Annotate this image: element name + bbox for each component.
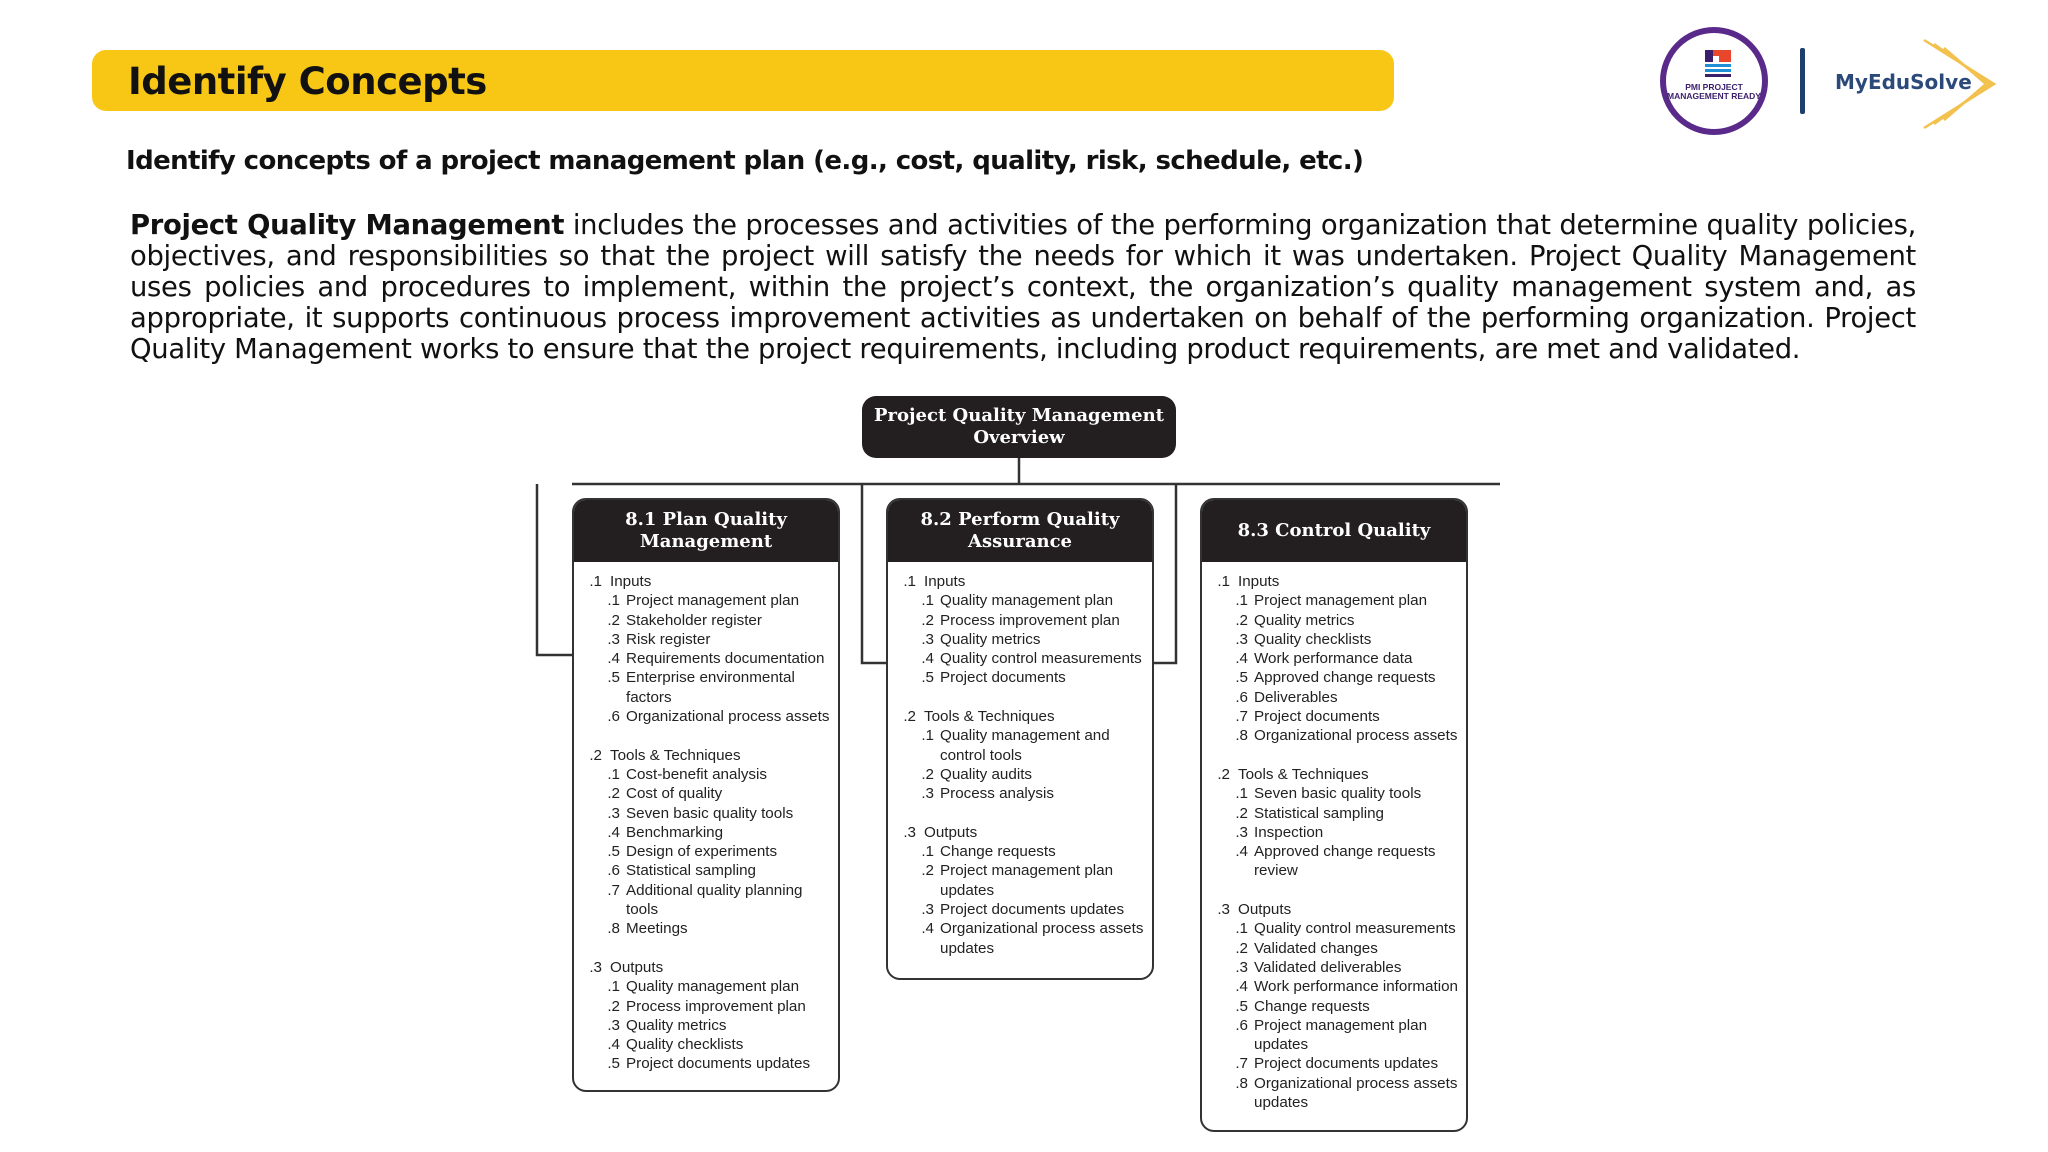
list-item	[894, 765, 1146, 784]
section-number: .2	[589, 746, 602, 764]
item-number: .5	[1235, 997, 1248, 1015]
item-text: Project management plan updates	[1254, 1016, 1428, 1054]
item-number: .4	[607, 823, 620, 841]
process-section	[1208, 765, 1460, 881]
item-number: .4	[1235, 978, 1248, 996]
list-item	[894, 630, 1146, 649]
list-item	[1208, 958, 1460, 977]
item-text: Change requests	[1254, 997, 1370, 1015]
section-number: .2	[1217, 765, 1230, 783]
item-number: .5	[607, 843, 620, 861]
paragraph-text: includes the processes and activities of the performing organization that determine quality policies, objectives, and responsibilities so that the project will satisfy the needs for which it was undertaken. Project Quality Management uses policies and procedures to implement, within the project’s context, the organization’s quality management system and, as appropriate, it supports continuous process improvement activities as undertaken on behalf of the performing organization. Project Quality Management works to ensure that the project requirements, including product requirements, are met and validated.	[130, 210, 1916, 365]
list-item	[1208, 726, 1460, 745]
process-box-plan-quality	[572, 498, 840, 1092]
section-label: Inputs	[924, 573, 966, 590]
process-box-control-quality	[1200, 498, 1468, 1132]
list-item	[580, 649, 832, 668]
item-number: .1	[921, 843, 934, 861]
process-title: 8.3 Control Quality	[1202, 500, 1466, 562]
item-number: .4	[1235, 650, 1248, 668]
item-text: Statistical sampling	[1254, 804, 1384, 822]
item-text: Design of experiments	[626, 843, 778, 861]
process-section	[894, 707, 1146, 803]
section-label: Outputs	[1238, 901, 1292, 919]
list-item	[580, 611, 832, 630]
list-item	[580, 591, 832, 610]
item-number: .3	[607, 804, 620, 822]
list-item	[580, 977, 832, 996]
list-item	[1208, 1016, 1460, 1055]
item-text: Quality checklists	[1254, 630, 1372, 648]
section-heading	[1208, 765, 1460, 784]
process-section	[1208, 900, 1460, 1112]
list-item	[894, 726, 1146, 765]
item-number: .7	[1235, 708, 1248, 726]
section-label: Outputs	[610, 958, 664, 976]
section-heading	[894, 707, 1146, 726]
section-label: Outputs	[924, 823, 978, 841]
list-item	[1208, 919, 1460, 938]
list-item	[1208, 784, 1460, 803]
process-title: 8.1 Plan Quality Management	[574, 500, 838, 562]
section-number: .2	[903, 708, 916, 726]
item-text: Statistical sampling	[626, 862, 756, 880]
item-text: Risk register	[626, 630, 711, 648]
item-text: Enterprise environmental factors	[626, 669, 795, 706]
list-item	[580, 765, 832, 784]
list-item	[580, 861, 832, 880]
item-number: .1	[1235, 920, 1248, 938]
list-item	[894, 591, 1146, 610]
list-item	[1208, 688, 1460, 707]
section-heading	[1208, 572, 1460, 591]
item-number: .3	[921, 785, 934, 803]
section-number: .3	[1217, 901, 1230, 919]
list-item	[580, 804, 832, 823]
process-section	[894, 823, 1146, 958]
item-number: .5	[1235, 669, 1248, 687]
process-section	[894, 572, 1146, 688]
item-number: .7	[607, 881, 620, 899]
section-heading	[894, 823, 1146, 842]
list-item	[1208, 1074, 1460, 1113]
item-number: .3	[607, 1016, 620, 1034]
item-number: .2	[607, 997, 620, 1015]
item-number: .2	[921, 765, 934, 783]
item-text: Project documents updates	[940, 901, 1125, 919]
item-text: Quality management plan	[626, 978, 800, 996]
pmi-logo-text: PMI PROJECT MANAGEMENT READY	[1667, 82, 1761, 101]
item-number: .1	[921, 727, 934, 745]
item-number: .5	[607, 669, 620, 687]
list-item	[580, 784, 832, 803]
item-number: .1	[921, 592, 934, 610]
item-number: .8	[607, 920, 620, 938]
item-number: .6	[607, 862, 620, 880]
overview-box: Project Quality Management Overview	[862, 396, 1176, 458]
section-label: Tools & Techniques	[1238, 765, 1369, 783]
item-text: Process improvement plan	[626, 997, 806, 1015]
list-item	[894, 784, 1146, 803]
list-item	[894, 842, 1146, 861]
item-number: .1	[607, 978, 620, 996]
list-item	[580, 1054, 832, 1073]
item-text: Process analysis	[940, 785, 1054, 803]
process-section	[1208, 572, 1460, 746]
section-heading	[580, 746, 832, 765]
item-number: .1	[1235, 785, 1248, 803]
list-item	[1208, 997, 1460, 1016]
item-number: .3	[921, 901, 934, 919]
item-text: Seven basic quality tools	[626, 804, 794, 822]
brand-name: MyEduSolve	[1835, 70, 1972, 94]
item-text: Validated deliverables	[1254, 958, 1402, 976]
list-item	[894, 649, 1146, 668]
list-item	[894, 919, 1146, 958]
item-text: Project documents updates	[626, 1055, 811, 1073]
item-number: .2	[607, 785, 620, 803]
process-body	[574, 562, 838, 1080]
section-number: .3	[589, 958, 602, 976]
item-text: Quality audits	[940, 765, 1033, 783]
item-text: Work performance data	[1254, 650, 1413, 668]
list-item	[1208, 804, 1460, 823]
list-item	[580, 1035, 832, 1054]
process-body	[1202, 562, 1466, 1118]
item-number: .8	[1235, 727, 1248, 745]
section-label: Inputs	[1238, 573, 1280, 590]
process-body	[888, 562, 1152, 964]
item-number: .2	[921, 862, 934, 880]
item-text: Requirements documentation	[626, 650, 825, 668]
section-subtitle: Identify concepts of a project management plan (e.g., cost, quality, risk, schedule, etc.)	[126, 146, 1364, 176]
list-item	[580, 919, 832, 938]
process-section	[580, 746, 832, 939]
item-number: .2	[1235, 611, 1248, 629]
paragraph-term: Project Quality Management	[130, 210, 565, 241]
item-text: Quality management plan	[940, 592, 1114, 610]
process-section	[580, 958, 832, 1074]
section-number: .1	[1217, 573, 1230, 590]
list-item	[1208, 591, 1460, 610]
item-text: Change requests	[940, 843, 1056, 861]
list-item	[1208, 668, 1460, 687]
item-number: .4	[921, 920, 934, 938]
list-item	[1208, 611, 1460, 630]
list-item	[580, 707, 832, 726]
item-number: .4	[1235, 843, 1248, 861]
section-heading	[580, 958, 832, 977]
section-number: .1	[903, 573, 916, 590]
item-number: .7	[1235, 1055, 1248, 1073]
list-item	[580, 823, 832, 842]
item-text: Organizational process assets	[626, 708, 830, 726]
item-text: Approved change requests review	[1254, 843, 1436, 880]
section-number: .3	[903, 823, 916, 841]
item-number: .2	[921, 611, 934, 629]
item-text: Validated changes	[1254, 939, 1378, 957]
list-item	[580, 1016, 832, 1035]
item-text: Cost of quality	[626, 785, 723, 803]
process-title: 8.2 Perform Quality Assurance	[888, 500, 1152, 562]
item-number: .3	[1235, 958, 1248, 976]
item-text: Project documents	[1254, 708, 1380, 726]
list-item	[894, 900, 1146, 919]
section-label: Tools & Techniques	[924, 708, 1055, 726]
list-item	[580, 668, 832, 707]
item-number: .3	[1235, 630, 1248, 648]
item-text: Deliverables	[1254, 688, 1338, 706]
section-heading	[894, 572, 1146, 591]
item-text: Quality metrics	[626, 1016, 727, 1034]
item-text: Cost-benefit analysis	[626, 765, 767, 783]
list-item	[580, 842, 832, 861]
item-text: Quality management and control tools	[940, 727, 1110, 764]
item-text: Seven basic quality tools	[1254, 785, 1422, 803]
item-number: .5	[607, 1055, 620, 1073]
item-number: .4	[607, 650, 620, 668]
item-number: .1	[607, 592, 620, 610]
item-text: Stakeholder register	[626, 611, 762, 629]
item-number: .2	[1235, 804, 1248, 822]
list-item	[1208, 823, 1460, 842]
item-text: Project management plan updates	[940, 862, 1114, 899]
item-text: Work performance information	[1254, 978, 1458, 996]
item-number: .1	[607, 765, 620, 783]
list-item	[894, 861, 1146, 900]
item-text: Project management plan	[626, 592, 800, 610]
item-text: Inspection	[1254, 823, 1324, 841]
list-item	[1208, 1054, 1460, 1073]
item-text: Quality metrics	[1254, 611, 1355, 629]
list-item	[580, 881, 832, 920]
list-item	[580, 630, 832, 649]
item-text: Organizational process assets	[1254, 727, 1458, 745]
item-text: Project documents	[940, 669, 1066, 687]
item-number: .6	[1235, 1016, 1248, 1034]
list-item	[1208, 649, 1460, 668]
list-item	[1208, 939, 1460, 958]
section-label: Tools & Techniques	[610, 746, 741, 764]
item-number: .5	[921, 669, 934, 687]
list-item	[580, 997, 832, 1016]
item-number: .8	[1235, 1074, 1248, 1092]
item-number: .3	[607, 630, 620, 648]
list-item	[894, 668, 1146, 687]
item-number: .3	[1235, 823, 1248, 841]
item-text: Quality checklists	[626, 1036, 744, 1054]
item-text: Quality control measurements	[940, 650, 1142, 668]
section-heading	[580, 572, 832, 591]
process-section	[580, 572, 832, 726]
item-number: .2	[607, 611, 620, 629]
item-number: .4	[921, 650, 934, 668]
list-item	[894, 611, 1146, 630]
item-number: .6	[607, 708, 620, 726]
process-box-perform-quality-assurance	[886, 498, 1154, 980]
list-item	[1208, 630, 1460, 649]
item-number: .1	[1235, 592, 1248, 610]
item-text: Project documents updates	[1254, 1055, 1439, 1073]
item-text: Additional quality planning tools	[626, 881, 803, 919]
item-text: Meetings	[626, 920, 688, 938]
item-text: Quality control measurements	[1254, 920, 1456, 938]
item-text: Benchmarking	[626, 823, 724, 841]
item-number: .4	[607, 1036, 620, 1054]
item-number: .6	[1235, 688, 1248, 706]
section-label: Inputs	[610, 573, 652, 590]
item-text: Approved change requests	[1254, 669, 1436, 687]
list-item	[1208, 977, 1460, 996]
item-text: Process improvement plan	[940, 611, 1120, 629]
section-number: .1	[589, 573, 602, 590]
item-number: .3	[921, 630, 934, 648]
page-title: Identify Concepts	[128, 60, 487, 103]
item-number: .2	[1235, 939, 1248, 957]
item-text: Quality metrics	[940, 630, 1041, 648]
section-heading	[1208, 900, 1460, 919]
item-text: Organizational process assets updates	[940, 920, 1144, 957]
item-text: Organizational process assets updates	[1254, 1074, 1458, 1112]
list-item	[1208, 707, 1460, 726]
item-text: Project management plan	[1254, 592, 1428, 610]
list-item	[1208, 842, 1460, 881]
